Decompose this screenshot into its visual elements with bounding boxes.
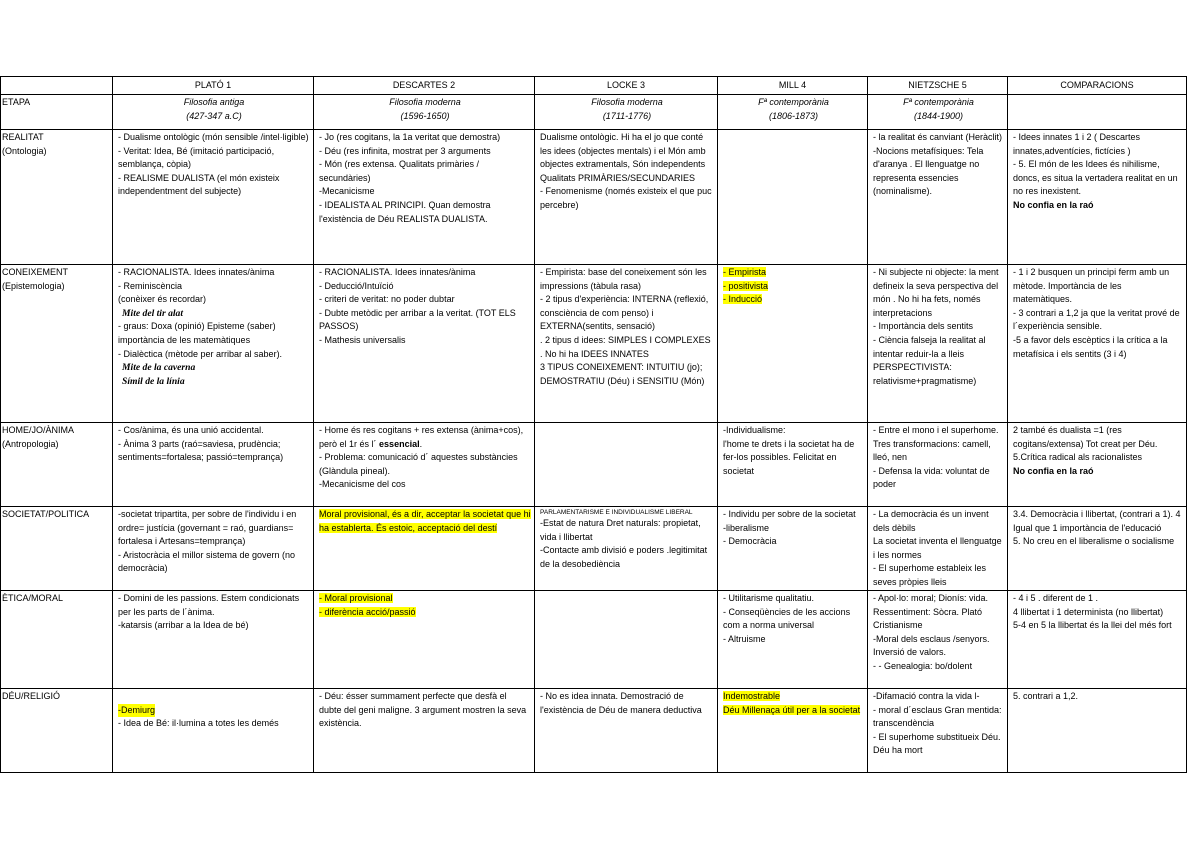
cell-line: -Moral dels esclaus /senyors. Inversió de valors.	[873, 633, 990, 658]
cell-line: - Dialèctica (mètode per arribar al saber).	[118, 348, 283, 359]
cell-line: -katarsis (arribar a la Idea de bé)	[118, 620, 249, 631]
cell-etica-descartes	[314, 591, 535, 689]
cell-societat-plato	[113, 507, 314, 591]
cell-line: - 2 tipus d'experiència: INTERNA (reflexió, consciència de com penso) i EXTERNA(sentits, sensació)	[540, 294, 709, 332]
home-descartes-pre: - Home és res cogitans + res extensa (ànima+cos), però el 1r és l´	[319, 425, 524, 449]
cell-line: l'home te drets i la societat ha de fer-los possibles. Felicitat en societat	[723, 438, 855, 476]
cell-line	[319, 592, 531, 606]
cell-etica-mill	[718, 591, 868, 689]
cell-line: (conèixer és recordar)	[118, 294, 207, 305]
deu-plato-list	[118, 717, 310, 731]
cell-realitat-locke	[535, 130, 718, 265]
cell-home-locke	[535, 423, 718, 507]
cell-line	[723, 266, 864, 280]
row-societat	[1, 507, 1187, 591]
cell-line: . No hi ha IDEES INNATES	[540, 348, 649, 359]
cell-home-mill	[718, 423, 868, 507]
realitat-comp-list	[1013, 131, 1183, 199]
cell-line: . 2 tipus d idees: SIMPLES I COMPLEXES	[540, 334, 711, 345]
cell-line: - Veritat: Idea, Bé (imitació participació, semblança, còpia)	[118, 145, 275, 170]
etapa-locke-period: Filosofia moderna	[591, 97, 663, 107]
cell-line	[723, 293, 864, 307]
coneixement-plato-list1	[118, 266, 310, 307]
societat-locke-list	[540, 517, 714, 571]
cell-home-plato	[113, 423, 314, 507]
home-descartes-list	[319, 451, 531, 492]
cell-line	[723, 280, 864, 294]
cell-line: - Aristocràcia el millor sistema de govern (no democràcia)	[118, 549, 296, 574]
cell-line: -Individualisme:	[723, 425, 786, 435]
cell-line: - Cos/ànima, és una unió accidental.	[118, 425, 264, 435]
cell-line: 4 llibertat i 1 determinista (no llibertat)	[1013, 606, 1164, 617]
cell-line: - El superhome estableix les seves pròpies lleis	[873, 563, 987, 587]
cell-line: - Individu per sobre de la societat	[723, 509, 856, 519]
cell-societat-mill	[718, 507, 868, 591]
highlight-text: - positivista	[723, 280, 769, 291]
row-label-societat: SOCIETAT/POLITICA	[1, 507, 113, 591]
philosophy-comparison-table	[0, 76, 1187, 773]
cell-realitat-comparacions	[1008, 130, 1187, 265]
header-plato: PLATÓ 1	[113, 77, 314, 95]
highlight-text: - Empirista	[723, 267, 767, 277]
cell-etapa-descartes	[314, 95, 535, 130]
cell-line: - Idea de Bé: il·lumina a totes les demés	[118, 718, 279, 729]
row-etica	[1, 591, 1187, 689]
cell-line: - Empirista: base del coneixement són les impressions (tàbula rasa)	[540, 267, 707, 291]
cell-line: - graus: Doxa (opinió) Episteme (saber) importància de les matemàtiques	[118, 321, 276, 345]
cell-line: La societat inventa el llenguatge i les normes	[873, 536, 1002, 560]
cell-home-nietzsche	[868, 423, 1008, 507]
coneixement-label-title: CONEIXEMENT	[2, 267, 69, 277]
cell-deu-locke	[535, 689, 718, 773]
cell-coneixement-plato	[113, 265, 314, 423]
row-label-deu: DÉU/RELIGIÓ	[1, 689, 113, 773]
cell-line	[319, 606, 531, 620]
societat-locke-heading: PARLAMENTARISME E INDIVIDUALISME LIBERAL	[540, 509, 693, 516]
cell-deu-plato	[113, 689, 314, 773]
cell-line: - moral d´esclaus Gran mentida: transcendència	[873, 704, 1002, 729]
cell-line: - Conseqüències de les accions com a norma universal	[723, 606, 851, 631]
cell-line: - Fenomenisme (només existeix el que puc percebre)	[540, 186, 712, 210]
cell-home-comparacions	[1008, 423, 1187, 507]
cell-line: - Déu (res infinita, mostrat per 3 arguments	[319, 145, 491, 156]
cell-line: - Déu: ésser summament perfecte que desfà el dubte del geni maligne. 3 argument mostren la seva existència.	[319, 691, 527, 729]
etapa-locke-dates: (1711-1776)	[602, 110, 652, 121]
cell-line: -Mecanicisme	[319, 186, 375, 197]
cell-etapa-locke	[535, 95, 718, 130]
cell-realitat-nietzsche	[868, 130, 1008, 265]
highlight-text: Déu Millenaça útil per a la societat	[723, 704, 861, 715]
cell-etapa-comparacions	[1008, 95, 1187, 130]
cell-line: - criteri de veritat: no poder dubtar	[319, 294, 455, 305]
cell-realitat-mill	[718, 130, 868, 265]
cell-etapa-nietzsche	[868, 95, 1008, 130]
cell-etica-locke	[535, 591, 718, 689]
coneixement-plato-list2	[118, 320, 310, 361]
cell-line: - Jo (res cogitans, la 1a veritat que demostra)	[319, 132, 501, 142]
cell-line: - La democràcia és un invent dels dèbils	[873, 509, 989, 533]
cell-home-descartes	[314, 423, 535, 507]
cell-line: - Dualisme ontològic (món sensible /intel·ligible)	[118, 132, 309, 142]
home-descartes-first	[319, 424, 531, 451]
header-nietzsche: NIETZSCHE 5	[868, 77, 1008, 95]
cell-deu-nietzsche	[868, 689, 1008, 773]
highlight-text: Indemostrable	[723, 691, 781, 701]
etapa-descartes-period: Filosofia moderna	[389, 97, 461, 107]
cell-line	[723, 704, 864, 718]
cell-etapa-plato	[113, 95, 314, 130]
home-comp-bold: No confia en la raó	[1013, 465, 1094, 476]
realitat-label-title: REALITAT	[2, 132, 44, 142]
cell-line: - Defensa la vida: voluntat de poder	[873, 465, 990, 490]
cell-line: - Utilitarisme qualitatiu.	[723, 593, 815, 603]
cell-line: - Món (res extensa. Qualitats primàries / secundàries)	[319, 159, 480, 183]
cell-line	[723, 690, 864, 704]
cell-deu-mill	[718, 689, 868, 773]
row-home	[1, 423, 1187, 507]
cell-line: 5. No creu en el liberalisme o socialisme	[1013, 536, 1175, 547]
cell-line: -Mecanicisme del cos	[319, 479, 406, 490]
etapa-descartes-dates: (1596-1650)	[400, 110, 450, 121]
cell-line: - Problema: comunicació d´ aquestes substàncies (Glàndula pineal).	[319, 452, 518, 476]
cell-line: 3.4. Democràcia i llibertat, (contrari a 1). 4 Igual que 1 importància de l'educació	[1013, 509, 1181, 533]
cell-line: - Idees innates 1 i 2 ( Descartes innates,adventícies, fictícies )	[1013, 132, 1141, 156]
cell-line: - REALISME DUALISTA (el món existeix independentment del subjecte)	[118, 172, 280, 197]
etapa-nietzsche-period: Fª contemporània	[903, 97, 974, 107]
home-label-sub: (Antropologia)	[2, 438, 59, 449]
myth-cave: Mite de la caverna	[122, 362, 196, 374]
cell-line: - 4 i 5 . diferent de 1 .	[1013, 593, 1099, 603]
highlight-text: - Inducció	[723, 294, 763, 305]
etapa-plato-dates: (427-347 a.C)	[186, 110, 242, 121]
row-realitat	[1, 130, 1187, 265]
cell-realitat-plato	[113, 130, 314, 265]
cell-line: Qualitats PRIMÀRIES/SECUNDARIES	[540, 172, 696, 183]
myth-winged-chariot: Mite del tir alat	[122, 307, 184, 319]
realitat-comp-bold: No confia en la raó	[1013, 199, 1094, 210]
cell-line: 5. contrari a 1,2.	[1013, 691, 1079, 701]
coneixement-label-sub: (Epistemologia)	[2, 280, 65, 291]
cell-coneixement-locke	[535, 265, 718, 423]
cell-deu-comparacions	[1008, 689, 1187, 773]
row-label-realitat	[1, 130, 113, 265]
row-label-home	[1, 423, 113, 507]
cell-etica-comparacions	[1008, 591, 1187, 689]
header-descartes: DESCARTES 2	[314, 77, 535, 95]
highlight-text: - Moral provisional	[319, 593, 393, 603]
cell-etapa-mill	[718, 95, 868, 130]
cell-etica-plato	[113, 591, 314, 689]
cell-line: - Ciència falseja la realitat al intentar reduir-la a lleis	[873, 334, 986, 359]
cell-line: - Domini de les passions. Estem condicionats per les parts de l´ànima.	[118, 593, 300, 617]
home-label-title: HOME/JO/ÀNIMA	[2, 425, 75, 435]
cell-line: - RACIONALISTA. Idees innates/ànima	[118, 267, 275, 277]
header-mill: MILL 4	[718, 77, 868, 95]
cell-line: - Apol·lo: moral; Dionís: vida. Ressentiment: Sòcra. Plató Cristianisme	[873, 593, 989, 631]
cell-coneixement-descartes	[314, 265, 535, 423]
cell-line: - Democràcia	[723, 536, 777, 547]
simile-line: Símil de la línia	[122, 375, 185, 387]
realitat-label-sub: (Ontologia)	[2, 145, 47, 156]
cell-line: -Contacte amb divisió e poders .legitimitat de la desobediència	[540, 545, 708, 569]
cell-line: - RACIONALISTA. Idees innates/ànima	[319, 267, 476, 277]
cell-line: - la realitat és canviant (Heràclit)	[873, 132, 1003, 142]
cell-line: -liberalisme	[723, 522, 770, 533]
header-corner	[1, 77, 113, 95]
home-comp-list	[1013, 424, 1183, 465]
cell-line: -Nocions metafísiques: Tela d'aranya . El llenguatge no representa essencies (nominalisme).	[873, 145, 984, 197]
cell-line: - Altruisme	[723, 633, 766, 644]
etapa-mill-dates: (1806-1873)	[768, 110, 819, 121]
cell-line: - Dubte metòdic per arribar a la veritat. (TOT ELS PASSOS)	[319, 307, 516, 332]
header-comparacions: COMPARACIONS	[1008, 77, 1187, 95]
cell-line: - Ni subjecte ni objecte: la ment defineix la seva perspectiva del món . No hi ha fets, només interpretacions	[873, 267, 999, 318]
home-descartes-bold: essencial	[379, 438, 420, 449]
deu-plato-highlight: -Demiurg	[118, 704, 155, 718]
cell-realitat-descartes	[314, 130, 535, 265]
cell-line: - 3 contrari a 1,2 ja que la veritat prové de l´experiència sensible.	[1013, 307, 1180, 332]
etapa-mill-period: Fª contemporània	[758, 97, 829, 107]
cell-line: - 1 i 2 busquen un principi ferm amb un mètode. Importància de les matemàtiques.	[1013, 267, 1170, 305]
etapa-plato-period: Filosofia antiga	[183, 97, 245, 107]
cell-line: - 5. El món de les Idees és nihilisme, doncs, es situa la vertadera realitat en un no res inexistent.	[1013, 159, 1178, 197]
header-locke: LOCKE 3	[535, 77, 718, 95]
cell-line: PERSPECTIVISTA: relativisme+pragmatisme)	[873, 362, 977, 386]
cell-line: - El superhome substitueix Déu. Déu ha mort	[873, 731, 1001, 756]
cell-line: 5-4 en 5 la llibertat és la llei del més fort	[1013, 620, 1172, 631]
cell-line: - Ànima 3 parts (raó=saviesa, prudència; sentiments=fortalesa; passió=temprança)	[118, 438, 284, 463]
home-descartes-post: .	[419, 438, 423, 449]
highlight-text: - diferència acció/passió	[319, 606, 416, 617]
cell-line: 3 TIPUS CONEIXEMENT: INTUITIU (jo); DEMOSTRATIU (Déu) i SENSITIU (Món)	[540, 362, 705, 386]
cell-deu-descartes	[314, 689, 535, 773]
cell-line: - Entre el mono i el superhome. Tres transformacions: camell, lleó, nen	[873, 425, 999, 463]
cell-line: - Mathesis universalis	[319, 334, 406, 345]
cell-coneixement-comparacions	[1008, 265, 1187, 423]
row-deu	[1, 689, 1187, 773]
cell-line: -Estat de natura Dret naturals: propietat, vida i llibertat	[540, 518, 701, 542]
row-label-etapa: ETAPA	[1, 95, 113, 130]
row-coneixement	[1, 265, 1187, 423]
cell-line: -societat tripartita, per sobre de l'individu i en ordre= justícia (governant = raó, guardians= fortalesa i Artesans=temprança)	[118, 509, 297, 547]
cell-societat-descartes	[314, 507, 535, 591]
cell-line: Dualisme ontològic. Hi ha el jo que conté les idees (objectes mentals) i el Món amb objectes extramentals, Són independents	[540, 132, 706, 170]
cell-line: - Deducció/Intuïció	[319, 280, 394, 291]
cell-line: - Importància dels sentits	[873, 321, 974, 332]
cell-line: -5 a favor dels escèptics i la crítica a la metafísica i els sentits (3 i 4)	[1013, 334, 1168, 359]
cell-line: 2 també és dualista =1 (res cogitans/extensa) Tot creat per Déu.	[1013, 425, 1158, 449]
societat-descartes-highlight: Moral provisional, és a dir, acceptar la societat que hi ha establerta. És estoic, acceptació del destí	[319, 509, 531, 533]
header-row	[1, 77, 1187, 95]
cell-coneixement-nietzsche	[868, 265, 1008, 423]
cell-line: - Reminiscència	[118, 280, 183, 291]
cell-line: - No es idea innata. Demostració de l'existència de Déu de manera deductiva	[540, 691, 702, 715]
etapa-nietzsche-dates: (1844-1900)	[913, 110, 964, 121]
row-label-etica: ÈTICA/MORAL	[1, 591, 113, 689]
cell-societat-comparacions	[1008, 507, 1187, 591]
cell-coneixement-mill	[718, 265, 868, 423]
cell-line: 5.Crítica radical als racionalistes	[1013, 452, 1143, 463]
cell-societat-locke	[535, 507, 718, 591]
cell-line: - - Genealogia: bo/dolent	[873, 660, 973, 671]
row-label-coneixement	[1, 265, 113, 423]
cell-etica-nietzsche	[868, 591, 1008, 689]
cell-line: -Difamació contra la vida l-	[873, 691, 980, 701]
cell-line: - IDEALISTA AL PRINCIPI. Quan demostra l'existència de Déu REALISTA DUALISTA.	[319, 199, 491, 224]
row-etapa	[1, 95, 1187, 130]
cell-societat-nietzsche	[868, 507, 1008, 591]
